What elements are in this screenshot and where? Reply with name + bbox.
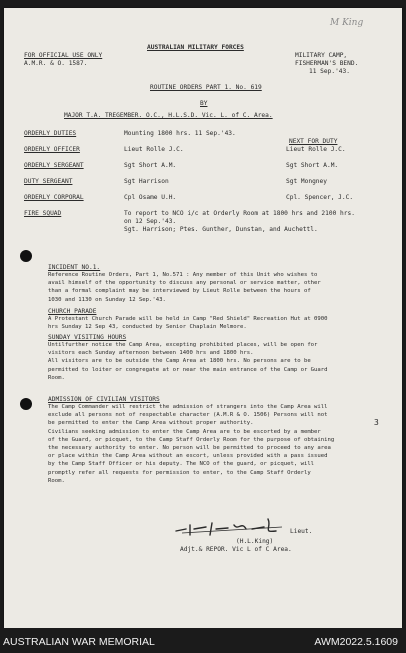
archive-footer xyxy=(0,628,406,653)
orders-by: BY xyxy=(200,100,208,107)
document-page xyxy=(4,8,402,628)
signature-rank: Lieut. xyxy=(290,528,313,535)
orders-title: ROUTINE ORDERS PART 1. No. 619 xyxy=(150,84,262,91)
duty-value-orderly-officer: Lieut Rolle J.C. xyxy=(124,146,184,153)
next-for-duty-label: NEXT FOR DUTY xyxy=(289,138,338,145)
order-date: 11 Sep.'43. xyxy=(309,68,350,75)
duty-value-fire-squad-members: Sgt. Harrison; Ptes. Gunther, Dunstan, and Auchettl. xyxy=(124,226,318,233)
duty-next-orderly-sergeant: Sgt Short A.M. xyxy=(286,162,339,169)
duty-label-orderly-officer: ORDERLY OFFICER xyxy=(24,146,80,153)
punch-hole-top xyxy=(20,250,32,262)
reference-number: A.M.R. & O. 1587. xyxy=(24,60,88,67)
signature-title: Adjt.& REPOR. Vic L of C Area. xyxy=(180,546,292,553)
orders-commander: MAJOR T.A. TREGEMBER. O.C., H.L.S.D. Vic. L. of C. Area. xyxy=(64,112,273,119)
duty-label-fire-squad: FIRE SQUAD xyxy=(24,210,62,217)
unit-heading: AUSTRALIAN MILITARY FORCES xyxy=(147,44,244,51)
section-heading-admission: ADMISSION OF CIVILIAN VISITORS xyxy=(48,396,160,403)
restriction-label: FOR OFFICIAL USE ONLY xyxy=(24,52,103,59)
section-heading-church-parade: CHURCH PARADE xyxy=(48,308,97,315)
duty-label-orderly-corporal: ORDERLY CORPORAL xyxy=(24,194,84,201)
duty-value-orderly-duties: Mounting 1800 hrs. 11 Sep.'43. xyxy=(124,130,236,137)
duty-next-orderly-officer: Lieut Rolle J.C. xyxy=(286,146,346,153)
handwritten-corner-mark: M King xyxy=(330,18,364,28)
duty-next-duty-sergeant: Sgt Mongney xyxy=(286,178,327,185)
section-heading-incident: INCIDENT NO.1. xyxy=(48,264,101,271)
duty-value-orderly-corporal: Cpl Osame U.H. xyxy=(124,194,177,201)
duty-label-duty-sergeant: DUTY SERGEANT xyxy=(24,178,73,185)
duty-value-orderly-sergeant: Sgt Short A.M. xyxy=(124,162,177,169)
camp-location: FISHERMAN'S BEND. xyxy=(295,60,359,67)
punch-hole-bottom xyxy=(20,398,32,410)
duty-value-fire-squad: To report to NCO i/c at Orderly Room at 1800 hrs and 2100 hrs. xyxy=(124,210,355,217)
duty-label-orderly-sergeant: ORDERLY SERGEANT xyxy=(24,162,84,169)
duty-next-orderly-corporal: Cpl. Spencer, J.C. xyxy=(286,194,354,201)
signature-name: (H.L.King) xyxy=(236,538,274,545)
footer-accession: AWM2022.5.1609 xyxy=(314,636,398,648)
camp-name: MILITARY CAMP, xyxy=(295,52,348,59)
section-body-admission: The Camp Commander will restrict the admission of strangers into the Camp Area will exclude all persons not of respectable character (A.M.R & O. 1506) Persons will not be permitted to enter the Camp Area without proper authority. Civilians seeking admission to enter the Camp Area are to be escorted by a member of the Guard, or picquet, to the Camp Staff Orderly Room for the purpose of obtaining the necessary authority to enter. No person will be permitted to proceed to any area or place within the Camp Area without an escort, unless provided with a pass issued by the Camp Staff Officer or his deputy. The NCO of the guard, or picquet, will promptly refer all requests for permission to enter, to the Camp Staff Orderly Room. xyxy=(48,404,335,484)
section-body-church-parade: A Protestant Church Parade will be held in Camp "Red Shield" Recreation Hut at 0900 hrs Sunday 12 Sep 43, conducted by Senior Chaplain Melmore. xyxy=(48,316,328,331)
section-body-visiting-hours: Untilfurther notice the Camp Area, excepting prohibited places, will be open for visitors each Sunday afternoon between 1400 hrs and 1800 hrs. All visitors are to be outside the Camp Area at 1800 hrs. No persons are to be permitted to loiter or congregate at or near the main entrance of the Camp or Guard Room. xyxy=(48,342,328,381)
section-heading-visiting-hours: SUNDAY VISITING HOURS xyxy=(48,334,127,341)
duty-value-fire-squad-date: on 12 Sep.'43. xyxy=(124,218,177,225)
duty-value-duty-sergeant: Sgt Harrison xyxy=(124,178,169,185)
section-body-incident: Reference Routine Orders, Part 1, No.571 : Any member of this Unit who wishes to avail himself of the opportunity to discuss any personal or service matter, other than a formal complaint may be interviewed by Lieut Rolle between the hours of 1030 and 1130 on Sunday 12 Sep.'43. xyxy=(48,272,321,303)
margin-mark: 3 xyxy=(374,418,379,427)
footer-source: AUSTRALIAN WAR MEMORIAL xyxy=(3,636,155,648)
signature-scribble xyxy=(172,515,292,539)
duty-label-orderly-duties: ORDERLY DUTIES xyxy=(24,130,77,137)
